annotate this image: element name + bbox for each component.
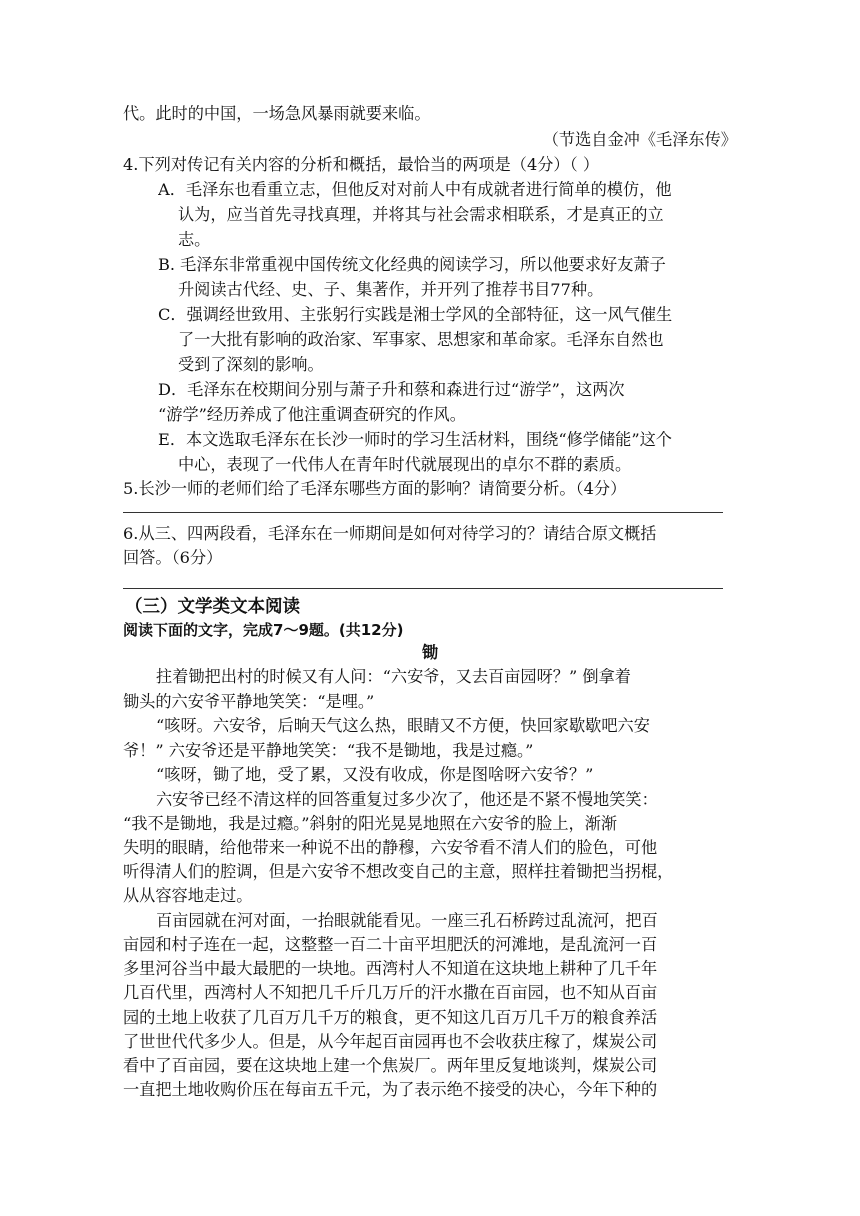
section-instruction: 阅读下面的文字，完成7～9题。(共12分) xyxy=(123,621,404,639)
story-line: 一直把土地收购价压在每亩五千元，为了表示绝不接受的决心，今年下种的 xyxy=(123,1080,658,1099)
answer-line-q6 xyxy=(123,588,723,589)
intro-tail-line: 代。此时的中国，一场急风暴雨就要来临。 xyxy=(123,104,431,123)
q4-option-a-line-2: 认为，应当首先寻找真理，并将其与社会需求相联系，才是真正的立 xyxy=(178,205,664,224)
question-6-line-1: 6.从三、四两段看，毛泽东在一师期间是如何对待学习的？请结合原文概括 xyxy=(123,524,657,543)
q4-option-d-line-1: D．毛泽东在校期间分别与萧子升和蔡和森进行过“游学”，这两次 xyxy=(158,380,625,399)
question-6-line-2: 回答。（6分） xyxy=(123,548,223,567)
q4-option-e-line-2: 中心，表现了一代伟人在青年时代就展现出的卓尔不群的素质。 xyxy=(178,455,632,474)
q4-option-d-line-2: “游学”经历养成了他注重调查研究的作风。 xyxy=(158,405,466,424)
section-heading: （三）文学类文本阅读 xyxy=(125,597,300,617)
story-line: 拄着锄把出村的时候又有人问：“六安爷，又去百亩园呀？” 倒拿着 xyxy=(156,667,631,686)
q4-option-a-line-3: 志。 xyxy=(178,230,211,249)
q4-option-e-line-1: E．本文选取毛泽东在长沙一师时的学习生活材料，围绕“修学储能”这个 xyxy=(158,430,672,449)
q4-option-c-line-3: 受到了深刻的影响。 xyxy=(178,355,324,374)
story-line: 亩园和村子连在一起，这整整一百二十亩平坦肥沃的河滩地，是乱流河一百 xyxy=(123,935,658,954)
story-line: “咳呀。六安爷，后晌天气这么热，眼睛又不方便，快回家歇歇吧六安 xyxy=(156,716,650,735)
story-line: “我不是锄地，我是过瘾。”斜射的阳光晃晃地照在六安爷的脸上，渐渐 xyxy=(123,814,618,833)
story-line: 锄头的六安爷平静地笑笑：“是哩。” xyxy=(123,692,375,711)
q4-option-b-line-1: B. 毛泽东非常重视中国传统文化经典的阅读学习，所以他要求好友萧子 xyxy=(158,255,666,274)
story-line: 了世世代代多少人。但是，从今年起百亩园再也不会收获庄稼了，煤炭公司 xyxy=(123,1032,658,1051)
q4-option-b-line-2: 升阅读古代经、史、子、集著作，并开列了推荐书目77种。 xyxy=(178,280,604,299)
story-line: 从从容容地走过。 xyxy=(123,886,253,905)
question-4-stem: 4.下列对传记有关内容的分析和概括，最恰当的两项是（4分）（ ） xyxy=(123,155,600,174)
q4-option-c-line-1: C．强调经世致用、主张躬行实践是湘士学风的全部特征，这一风气催生 xyxy=(158,305,673,324)
story-line: 园的土地上收获了几百万几千万的粮食，更不知这几百万几千万的粮食养活 xyxy=(123,1008,658,1027)
story-line: 听得清人们的腔调，但是六安爷不想改变自己的主意，照样拄着锄把当拐棍， xyxy=(123,862,674,881)
story-line: 六安爷已经不清这样的回答重复过多少次了，他还是不紧不慢地笑笑： xyxy=(156,790,658,809)
q4-option-c-line-2: 了一大批有影响的政治家、军事家、思想家和革命家。毛泽东自然也 xyxy=(178,330,664,349)
question-5: 5.长沙一师的老师们给了毛泽东哪些方面的影响？请简要分析。（4分） xyxy=(123,479,627,498)
source-citation: （节选自金冲《毛泽东传》 xyxy=(542,130,737,149)
story-title: 锄 xyxy=(421,643,439,662)
story-line: 百亩园就在河对面，一抬眼就能看见。一座三孔石桥跨过乱流河，把百 xyxy=(156,911,658,930)
answer-line-q5 xyxy=(123,512,723,513)
story-line: 爷！” 六安爷还是平静地笑笑：“我不是锄地，我是过瘾。” xyxy=(123,741,534,760)
story-line: 失明的眼睛，给他带来一种说不出的静穆，六安爷看不清人们的脸色，可他 xyxy=(123,838,658,857)
story-line: “咳呀，锄了地，受了累，又没有收成，你是图啥呀六安爷？” xyxy=(156,765,594,784)
story-line: 看中了百亩园，要在这块地上建一个焦炭厂。两年里反复地谈判，煤炭公司 xyxy=(123,1056,658,1075)
q4-option-a-line-1: A．毛泽东也看重立志，但他反对对前人中有成就者进行简单的模仿，他 xyxy=(158,180,672,199)
story-line: 多里河谷当中最大最肥的一块地。西湾村人不知道在这块地上耕种了几千年 xyxy=(123,959,658,978)
story-line: 几百代里，西湾村人不知把几千斤几万斤的汗水撒在百亩园，也不知从百亩 xyxy=(123,983,658,1002)
